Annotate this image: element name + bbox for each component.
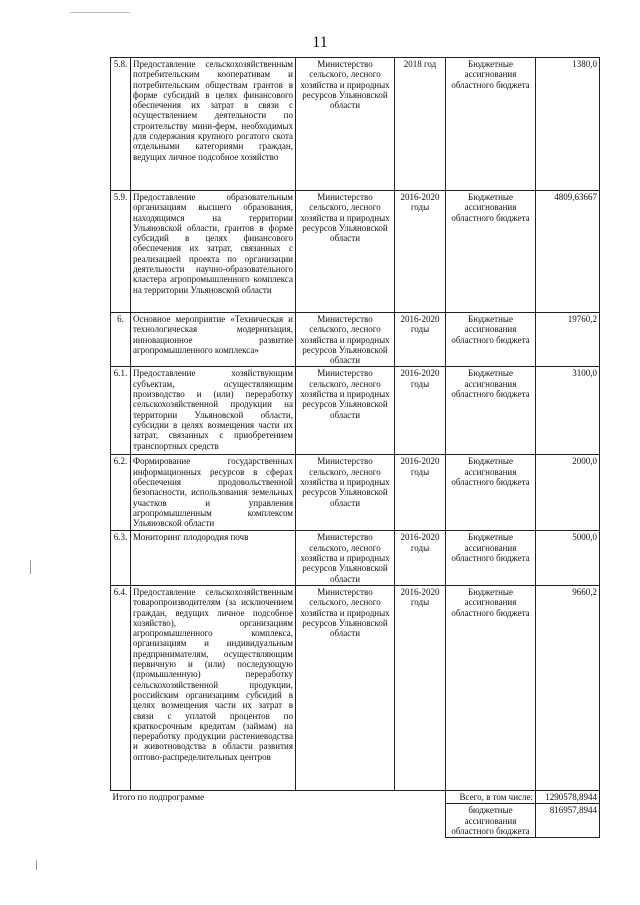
row-number: 6.3.: [111, 531, 131, 585]
row-number: 5.8.: [111, 58, 131, 191]
total-budget-label: бюджетные ассигнования областного бюджета: [446, 804, 536, 838]
table-row: [111, 313, 600, 367]
total-label: Итого по подпрограмме: [111, 790, 446, 837]
row-amount: 19760,2: [536, 313, 600, 367]
row-funding-source: Бюджетные ассигнования областного бюджета: [446, 367, 536, 455]
row-funding-source: Бюджетные ассигнования областного бюджета: [446, 191, 536, 313]
row-funding-source: Бюджетные ассигнования областного бюджета: [446, 455, 536, 531]
row-number: 6.1.: [111, 367, 131, 455]
row-description: Мониторинг плодородия почв: [131, 531, 296, 585]
row-description: Предоставление хозяйствующим субъектам, осуществляющим производство и (или) переработку сельскохозяйственной продукции на территории Ульяновской области, субсидии в целях возмещения части их затрат, связанных с приобретением транспортных средств: [131, 367, 296, 455]
row-description: Предоставление образовательным организациям высшего образования, находящимся на территории Ульяновской области, грантов в форме субсидий в целях финансового обеспечения их затрат, связанных с реализацией проекта по организации деятельности научно-образовательного кластера агропромышленного комплекса на территории Ульяновской области: [131, 191, 296, 313]
row-amount: 4809,63667: [536, 191, 600, 313]
row-period: 2016-2020 годы: [395, 455, 446, 531]
total-includes-label: Всего, в том числе:: [446, 790, 536, 803]
row-number: 6.2.: [111, 455, 131, 531]
row-amount: 3100,0: [536, 367, 600, 455]
total-includes-amount: 1290578,8944: [536, 790, 600, 803]
row-period: 2016-2020 годы: [395, 585, 446, 790]
row-amount: 9660,2: [536, 585, 600, 790]
row-organization: Министерство сельского, лесного хозяйства и природных ресурсов Ульяновской области: [296, 58, 395, 191]
table-row: [111, 531, 600, 585]
row-number: 5.9.: [111, 191, 131, 313]
table-row: [111, 58, 600, 191]
row-amount: 1380,0: [536, 58, 600, 191]
row-organization: Министерство сельского, лесного хозяйства и природных ресурсов Ульяновской области: [296, 531, 395, 585]
total-row: [111, 790, 600, 803]
row-organization: Министерство сельского, лесного хозяйства и природных ресурсов Ульяновской области: [296, 455, 395, 531]
table-row: [111, 455, 600, 531]
row-organization: Министерство сельского, лесного хозяйства и природных ресурсов Ульяновской области: [296, 313, 395, 367]
row-description: Основное мероприятие «Техническая и технологическая модернизация, инновационное развитие агропромышленного комплекса»: [131, 313, 296, 367]
row-period: 2016-2020 годы: [395, 531, 446, 585]
table-row: [111, 191, 600, 313]
scan-mark-left: [30, 560, 31, 574]
row-description: Формирование государственных информационных ресурсов в сферах обеспечения продовольственной безопасности, использования земельных участков и управления агропромышленным комплексом Ульяновской области: [131, 455, 296, 531]
row-funding-source: Бюджетные ассигнования областного бюджета: [446, 531, 536, 585]
row-funding-source: Бюджетные ассигнования областного бюджета: [446, 585, 536, 790]
row-organization: Министерство сельского, лесного хозяйства и природных ресурсов Ульяновской области: [296, 585, 395, 790]
row-period: 2016-2020 годы: [395, 313, 446, 367]
budget-table: [110, 57, 600, 838]
total-budget-amount: 816957,8944: [536, 804, 600, 838]
row-organization: Министерство сельского, лесного хозяйства и природных ресурсов Ульяновской области: [296, 191, 395, 313]
row-period: 2016-2020 годы: [395, 191, 446, 313]
row-period: 2018 год: [395, 58, 446, 191]
table-body: [111, 58, 600, 838]
row-funding-source: Бюджетные ассигнования областного бюджета: [446, 313, 536, 367]
row-organization: Министерство сельского, лесного хозяйства и природных ресурсов Ульяновской области: [296, 367, 395, 455]
row-period: 2016-2020 годы: [395, 367, 446, 455]
row-funding-source: Бюджетные ассигнования областного бюджета: [446, 58, 536, 191]
row-amount: 5000,0: [536, 531, 600, 585]
table-row: [111, 585, 600, 790]
row-number: 6.: [111, 313, 131, 367]
page-number: 11: [312, 34, 328, 51]
table-row: [111, 367, 600, 455]
scan-mark-top: [70, 12, 130, 13]
scan-mark-left-lower: [36, 860, 37, 870]
row-description: Предоставление сельскохозяйственным товаропроизводителям (за исключением граждан, ведущих личное подсобное хозяйство), организациям агропромышленного комплекса, организациям и индивидуальным предпринимателям, осуществляющим первичную и (или) последующую (промышленную) переработку сельскохозяйственной продукции, российским организациям субсидий в целях возмещения части их затрат в связи с уплатой процентов по краткосрочным кредитам (займам) на переработку продукции растениеводства и животноводства в области развития оптово-распределительных центров: [131, 585, 296, 790]
row-description: Предоставление сельскохозяйственным потребительским кооперативам и потребительским обществам грантов в форме субсидий в целях финансового обеспечения их затрат в связи с осуществлением деятельности по строительству мини-ферм, необходимых для содержания крупного рогатого скота отдельными категориями граждан, ведущих личное подсобное хозяйство: [131, 58, 296, 191]
row-number: 6.4.: [111, 585, 131, 790]
row-amount: 2000,0: [536, 455, 600, 531]
